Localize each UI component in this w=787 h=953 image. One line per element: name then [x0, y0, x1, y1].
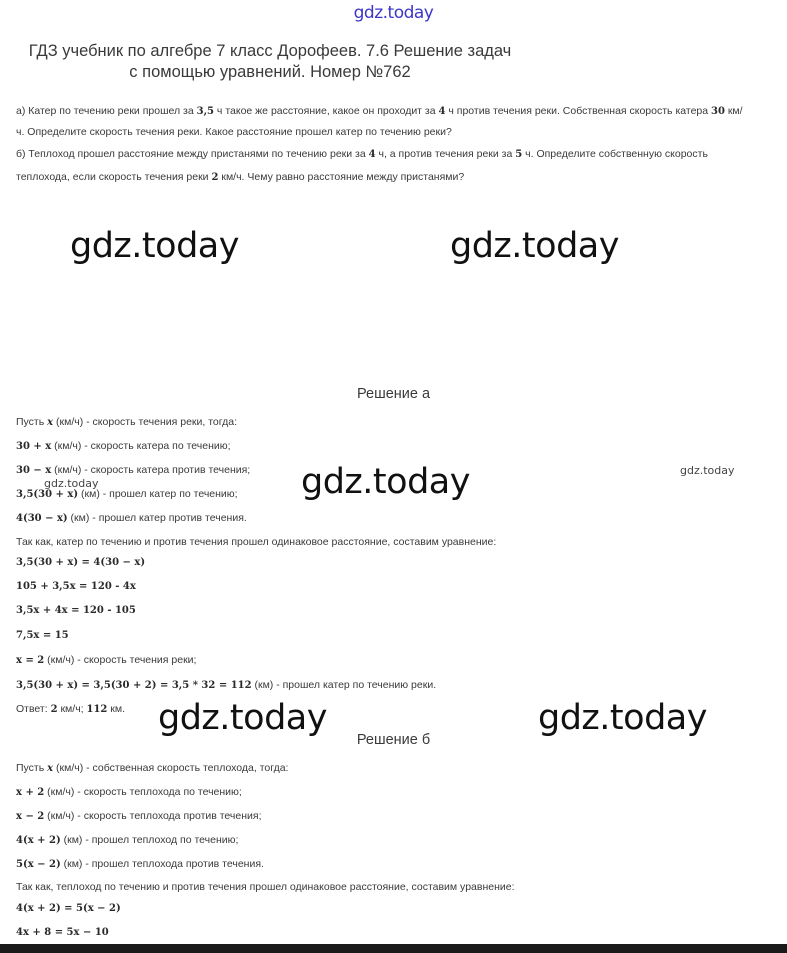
solution-b-line: x + 2 (км/ч) - скорость теплохода по течению; [16, 786, 242, 798]
solution-b-heading: Решение б [356, 732, 431, 748]
site-logo-text[interactable]: gdz.today [353, 3, 434, 23]
watermark-small: gdz.today [44, 477, 99, 490]
solution-a-line: 30 − x (км/ч) - скорость катера против течения; [16, 464, 251, 476]
watermark: gdz.today [450, 226, 619, 266]
watermark: gdz.today [538, 698, 707, 738]
equation: 4x + 8 = 5x − 10 [16, 927, 109, 938]
solution-b-line: x − 2 (км/ч) - скорость теплохода против течения; [16, 810, 262, 822]
watermark: gdz.today [158, 698, 327, 738]
solution-a-line: 4(30 − x) (км) - прошел катер против течения. [16, 512, 247, 524]
watermark: gdz.today [301, 462, 470, 502]
page-title-line2: с помощью уравнений. Номер №762 [129, 63, 411, 81]
solution-a-line: Так как, катер по течению и против течения прошел одинаковое расстояние, составим уравнение: [16, 536, 497, 548]
solution-a-line: 3,5(30 + x) (км) - прошел катер по течению; [16, 488, 238, 500]
problem-b-line1: б) Теплоход прошел расстояние между пристанями по течению реки за 4 ч, а против течения реки за 5 ч. Определите собственную скорость [16, 148, 708, 160]
problem-a-line2: ч. Определите скорость течения реки. Какое расстояние прошел катер по течению реки? [16, 126, 452, 138]
equation: 7,5x = 15 [16, 630, 69, 641]
equation: 3,5(30 + x) = 4(30 − x) [16, 557, 146, 568]
problem-b-line2: теплохода, если скорость течения реки 2 км/ч. Чему равно расстояние между пристанями? [16, 171, 465, 183]
problem-a-line1: а) Катер по течению реки прошел за 3,5 ч такое же расстояние, какое он проходит за 4 ч против течения реки. Собственная скорость катера 30 км/ [16, 105, 743, 117]
solution-a-line: x = 2 (км/ч) - скорость течения реки; [16, 654, 197, 666]
bottom-bar [0, 944, 787, 953]
answer-a: Ответ: 2 км/ч; 112 км. [16, 703, 126, 715]
equation: 105 + 3,5x = 120 - 4x [16, 581, 136, 592]
solution-b-line: 5(x − 2) (км) - прошел теплохода против течения. [16, 858, 264, 870]
solution-b-line: Так как, теплоход по течению и против течения прошел одинаковое расстояние, составим уравнение: [16, 881, 515, 893]
solution-a-heading: Решение а [356, 386, 431, 402]
equation: 4(x + 2) = 5(x − 2) [16, 903, 121, 914]
solution-b-line: 4(x + 2) (км) - прошел теплоход по течению; [16, 834, 239, 846]
solution-a-line: 30 + x (км/ч) - скорость катера по течению; [16, 440, 231, 452]
page-title-line1: ГДЗ учебник по алгебре 7 класс Дорофеев. 7.6 Решение задач [28, 42, 512, 60]
solution-a-line: 3,5(30 + x) = 3,5(30 + 2) = 3,5 * 32 = 112 (км) - прошел катер по течению реки. [16, 679, 437, 691]
solution-b-line: Пусть x (км/ч) - собственная скорость теплохода, тогда: [16, 762, 289, 774]
watermark: gdz.today [70, 226, 239, 266]
solution-a-line: Пусть x (км/ч) - скорость течения реки, тогда: [16, 416, 237, 428]
equation: 3,5x + 4x = 120 - 105 [16, 605, 136, 616]
watermark-small: gdz.today [680, 464, 735, 477]
